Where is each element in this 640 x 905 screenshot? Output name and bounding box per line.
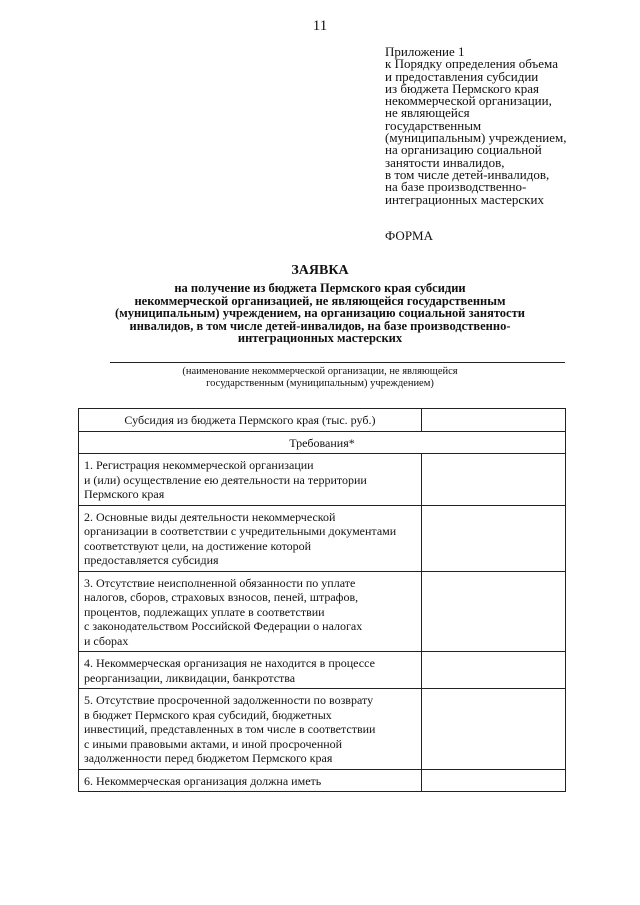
appendix-line: Приложение 1	[385, 44, 465, 59]
requirement-line: и (или) осуществление ею деятельности на территории	[84, 472, 367, 487]
requirement-value-cell[interactable]	[421, 689, 565, 770]
table-row	[79, 454, 566, 506]
requirement-line: с законодательством Российской Федерации о налогах	[84, 619, 363, 633]
requirement-line: в бюджет Пермского края субсидий, бюджетных	[84, 707, 332, 722]
requirement-value-cell[interactable]	[421, 769, 565, 792]
requirements-table	[78, 408, 566, 792]
subtitle-line: инвалидов, в том числе детей-инвалидов, на базе производственно-	[129, 318, 511, 333]
requirement-line: предоставляется субсидия	[84, 553, 219, 567]
requirement-line: организации в соответствии с учредительными документами	[84, 524, 397, 538]
requirement-line: 2. Основные виды деятельности некоммерческой	[84, 509, 336, 524]
subtitle-line: на получение из бюджета Пермского края субсидии	[174, 281, 466, 295]
appendix-line: интеграционных мастерских	[385, 191, 544, 207]
appendix-line: и предоставления субсидии	[385, 68, 539, 84]
subsidy-label: Субсидия из бюджета Пермского края (тыс. руб.)	[124, 413, 376, 427]
appendix-line: (муниципальным) учреждением,	[385, 130, 567, 146]
requirement-line: 4. Некоммерческая организация не находится в процессе	[84, 656, 375, 670]
requirement-line: процентов, подлежащих уплате в соответствии	[84, 604, 325, 619]
requirement-value-cell[interactable]	[421, 652, 565, 689]
subtitle-line: (муниципальным) учреждением, на организацию социальной занятости	[115, 306, 525, 320]
requirement-value-cell[interactable]	[421, 505, 565, 571]
table-row	[79, 505, 566, 571]
requirement-line: с иными правовыми актами, и иной просроченной	[84, 736, 343, 751]
requirement-line: налогов, сборов, страховых взносов, пеней, штрафов,	[84, 590, 359, 604]
document-subtitle	[0, 282, 640, 345]
requirement-cell	[79, 769, 422, 792]
organization-name-caption	[0, 366, 640, 390]
requirement-value-cell[interactable]	[421, 571, 565, 652]
requirement-line: реорганизации, ликвидации, банкротства	[84, 670, 296, 685]
requirements-header-cell	[79, 431, 566, 454]
page-number: 11	[312, 18, 328, 34]
requirement-line: соответствуют цели, на достижение которой	[84, 538, 312, 553]
appendix-line: на организацию социальной	[385, 142, 542, 158]
requirement-cell	[79, 505, 422, 571]
requirements-header-row	[79, 431, 566, 454]
table-row	[79, 769, 566, 792]
table-row	[79, 652, 566, 689]
requirement-line: задолженности перед бюджетом Пермского края	[84, 751, 333, 765]
table-row	[79, 689, 566, 770]
appendix-line: в том числе детей-инвалидов,	[385, 166, 550, 182]
requirements-header: Требования*	[289, 435, 355, 450]
requirement-line: и сборах	[84, 633, 129, 648]
subtitle-line: некоммерческой организацией, не являющейся государственным	[134, 293, 506, 308]
appendix-block	[385, 46, 630, 206]
appendix-line: из бюджета Пермского края	[385, 80, 540, 96]
requirement-cell	[79, 571, 422, 652]
forma-label: ФОРМА	[385, 228, 433, 243]
subsidy-row	[79, 409, 566, 432]
requirement-line: Пермского края	[84, 487, 165, 501]
subsidy-value-cell[interactable]	[421, 409, 565, 432]
requirement-value-cell[interactable]	[421, 454, 565, 506]
caption-line: (наименование некоммерческой организации, не являющейся	[182, 366, 458, 377]
requirement-line: инвестиций, представленных в том числе в соответствии	[84, 722, 376, 736]
requirement-line: 3. Отсутствие неисполненной обязанности по уплате	[84, 575, 356, 590]
table-row	[79, 571, 566, 652]
appendix-line: некоммерческой организации,	[385, 93, 552, 109]
subtitle-line: интеграционных мастерских	[237, 331, 403, 345]
organization-name-field-line[interactable]	[110, 362, 565, 363]
requirement-line: 6. Некоммерческая организация должна иметь	[84, 773, 322, 788]
appendix-line: на базе производственно-	[385, 179, 527, 195]
requirement-line: 1. Регистрация некоммерческой организации	[84, 458, 314, 472]
requirement-line: 5. Отсутствие просроченной задолженности по возврату	[84, 693, 374, 707]
document-title: ЗАЯВКА	[291, 263, 349, 278]
appendix-line: не являющейся	[385, 105, 470, 121]
requirement-cell	[79, 454, 422, 506]
subsidy-label-cell	[79, 409, 422, 432]
caption-line: государственным (муниципальным) учреждением)	[206, 378, 434, 389]
appendix-line: к Порядку определения объема	[385, 56, 558, 72]
requirement-cell	[79, 689, 422, 770]
appendix-line: государственным	[385, 117, 482, 133]
requirement-cell	[79, 652, 422, 689]
appendix-line: занятости инвалидов,	[385, 154, 505, 170]
